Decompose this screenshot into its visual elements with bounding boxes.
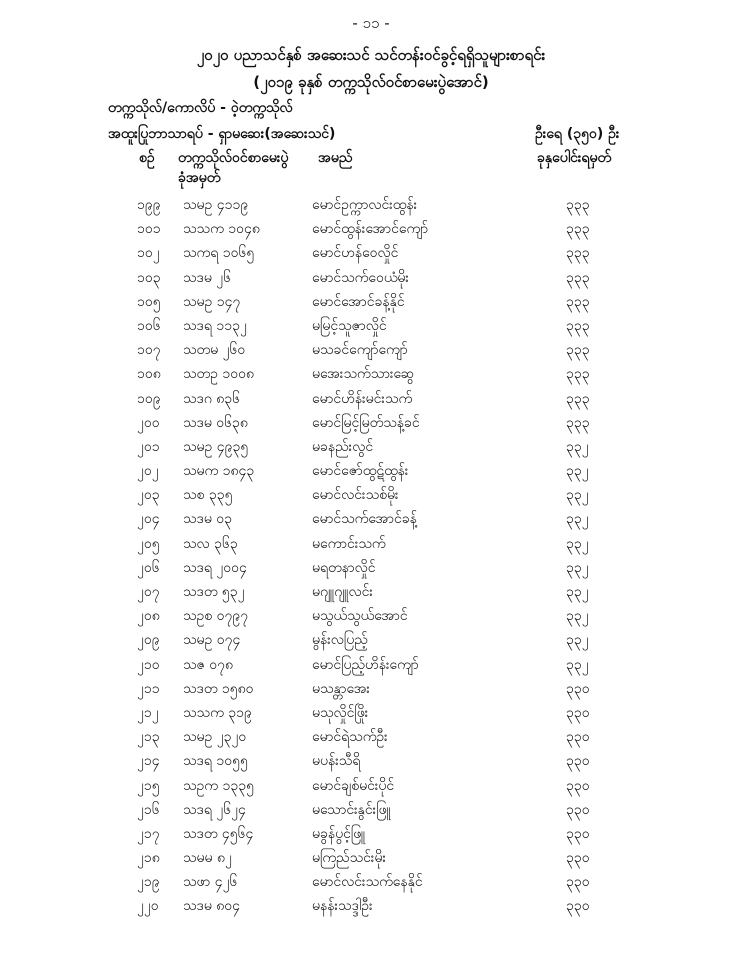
row-number: ၁၀၂ [137,245,160,262]
roll-number: သမမ ၈၂ [183,850,232,867]
student-name: မဂျူဂျူလင်း [312,584,373,600]
roll-number: သဒတ ၄၅၆၄ [183,825,254,842]
roll-number: သမဥ ၀၇၄ [183,632,241,649]
row-number: ၂၀၃ [137,487,160,504]
student-name: မနန်းသဒ္ဒါဦး [312,898,373,915]
roll-number: သဒမ ၂၆ [183,269,232,286]
table-row [0,435,742,459]
row-number: ၂၁၁ [137,680,160,697]
table-row [0,653,742,677]
row-number: ၂၀၇ [137,584,160,600]
student-name: မသွယ်သွယ်အောင် [312,608,408,625]
row-number: ၂၀၄ [137,511,160,528]
roll-number: သဒမ ၀၆၃၈ [183,414,248,431]
table-row [0,580,742,604]
roll-number: သကရ ၁၀၆၅ [183,245,255,262]
header-no: စဉ် [139,150,155,166]
table-row [0,193,742,217]
row-number: ၂၀၆ [137,559,160,576]
roll-number: သစ ၃၃၅ [183,487,233,504]
row-number: ၂၁၇ [137,825,160,842]
student-name: မသုလှိုင်ဖြိုး [312,704,369,721]
row-number: ၂၀၉ [137,632,160,649]
roll-number: သဒဂ ၈၃၆ [183,390,241,407]
total-mark: ၃၃၂ [566,535,589,552]
table-row [0,628,742,652]
table-row [0,846,742,870]
header-roll: တက္ကသိုလ်ဝင်စာမေးပွဲ [178,150,289,166]
total-mark: ၃၃၀ [566,874,590,891]
roll-number: သဒရ ၂၆၂၄ [183,801,246,818]
row-number: ၁၀၆ [137,317,161,334]
quota-label: ဦးရေ (၃၅၀) ဦး [535,126,620,142]
row-number: ၂၀၂ [137,463,159,480]
table-row [0,725,742,749]
table-row [0,556,742,580]
table-row [0,387,742,411]
roll-number: သလ ၃၆၃ [183,535,238,552]
row-number: ၁၀၈ [137,366,161,383]
total-mark: ၃၃၀ [566,850,590,867]
roll-number: သဇ ၀၇၈ [183,656,234,673]
total-mark: ၃၃၂ [566,608,589,625]
results-table [0,193,742,919]
total-mark: ၃၃၀ [566,729,590,746]
table-row [0,483,742,507]
roll-number: သဖာ ၄၂၆ [183,874,238,891]
roll-number: သသက ၃၁၉ [183,704,252,721]
table-row [0,774,742,798]
roll-number: သမက ၁၈၄၃ [183,463,255,480]
table-row [0,870,742,894]
student-name: မွန်းလပြည့် [312,632,368,649]
row-number: ၂၁၂ [137,704,159,721]
student-name: မောင်မြင့်မြတ်သန့်ခင် [312,414,420,431]
row-number: ၂၀၀ [137,414,160,431]
row-number: ၁၀၅ [137,293,161,310]
student-name: မသန္တာအေး [312,680,370,697]
row-number: ၂၁၀ [137,656,160,673]
total-mark: ၃၃၂ [566,584,589,600]
row-number: ၂၁၉ [137,874,160,891]
table-row [0,241,742,265]
table-row [0,338,742,362]
table-row [0,217,742,241]
row-number: ၁၀၃ [137,269,161,286]
row-number: ၂၁၄ [137,753,160,770]
roll-number: သမဥ ၄၉၃၅ [183,438,249,455]
table-row [0,677,742,701]
roll-number: သမဥ ၄၁၁၉ [183,197,249,213]
student-name: မောင်သက်ဝေယံမိုး [312,269,409,286]
total-mark: ၃၃၀ [566,704,590,721]
table-row [0,507,742,531]
student-name: မပန်းသီရိ [312,753,361,770]
header-name: အမည် [318,150,353,166]
row-number: ၂၀၈ [137,608,160,625]
roll-number: သဥစ ၀၇၉၇ [183,608,249,625]
total-mark: ၃၃၀ [566,825,590,842]
header-mark: ခုနှပေါင်းရမှတ် [537,150,612,166]
student-name: မောင်ဥက္ကာလင်းထွန်း [312,197,418,213]
university-label: တက္ကသိုလ်/ကောလိပ် - ဝဲ့တက္ကသိုလ် [108,100,293,116]
roll-number: သတဥ ၁၀၀၈ [183,366,255,383]
table-row [0,894,742,918]
table-row [0,459,742,483]
total-mark: ၃၃၃ [566,390,590,407]
row-number: ၂၁၅ [137,777,160,794]
roll-number: သဥက ၁၃၃၅ [183,777,254,794]
total-mark: ၃၃၂ [566,438,589,455]
student-name: မကောင်းသက် [312,535,386,552]
total-mark: ၃၃၃ [566,245,590,262]
table-row [0,532,742,556]
roll-number: သတမ ၂၆၀ [183,342,246,359]
total-mark: ၃၃၂ [566,463,589,480]
student-name: မောင်ရဲသက်ဦး [312,729,388,746]
page-number: - ၁၁ - [352,14,390,32]
table-row [0,290,742,314]
student-name: မောင်လင်းသစ်မိုး [312,487,399,504]
total-mark: ၃၃၂ [566,632,589,649]
row-number: ၂၀၅ [137,535,160,552]
roll-number: သဒရ ၁၀၅၅ [183,753,248,770]
roll-number: သဒမ ၈၀၄ [183,898,241,915]
document-subtitle: (၂၀၁၉ ခုနှစ် တက္ကသိုလ်ဝင်စာမေးပွဲအောင်) [253,73,489,91]
table-row [0,266,742,290]
roll-number: သမဥ ၁၄၇ [183,293,241,310]
roll-number: သဒတ ၅၃၂ [183,584,245,600]
student-name: မောင်ထွန်းအောင်ကျော် [312,221,429,238]
row-number: ၂၁၃ [137,729,160,746]
student-name: မောင်ဟန်ဝေလှိုင် [312,245,399,262]
roll-number: သသက ၁၀၄၈ [183,221,260,238]
row-number: ၂၁၈ [137,850,160,867]
total-mark: ၃၃၂ [566,511,589,528]
row-number: ၁၀၁ [137,221,161,238]
total-mark: ၃၃၀ [566,801,590,818]
roll-number: သဒရ ၁၁၃၂ [183,317,247,334]
student-name: မခနည်းလွင် [312,438,374,455]
student-name: မောင်ပြည့်ဟိန်းကျော် [312,656,419,673]
student-name: မအေးသက်သားဆွေ [312,366,415,383]
roll-number: သဒမ ၀၃ [183,511,233,528]
row-number: ၂၀၁ [137,438,160,455]
row-number: ၂၂၀ [137,898,159,915]
student-name: မခွန်ပွင့်ဖြူ [312,825,366,842]
total-mark: ၃၃၃ [566,366,590,383]
student-name: မောင်လင်းသက်နေနိုင် [312,874,423,891]
total-mark: ၃၃၃ [566,317,590,334]
total-mark: ၃၃၃ [566,221,590,238]
table-row [0,822,742,846]
row-number: ၁၉၉ [137,197,161,213]
table-row [0,411,742,435]
student-name: မရတနာလှိုင် [312,559,376,576]
student-name: မသောင်းနွင်းဖြူ [312,801,391,818]
student-name: မောင်အောင်ခန့်နိုင် [312,293,405,310]
student-name: မမြင့်သူဇာလှိုင် [312,317,387,334]
roll-number: သဒရ ၂၀၀၄ [183,559,247,576]
table-row [0,604,742,628]
table-row [0,798,742,822]
row-number: ၁၀၇ [137,342,161,359]
total-mark: ၃၃၂ [566,656,589,673]
total-mark: ၃၃၀ [566,777,590,794]
total-mark: ၃၃၀ [566,898,590,915]
roll-number: သဒတ ၁၅၈၀ [183,680,254,697]
total-mark: ၃၃၂ [566,487,589,504]
total-mark: ၃၃၂ [566,559,589,576]
student-name: မောင်ဟိန်းမင်းသက် [312,390,413,407]
total-mark: ၃၃၃ [566,414,590,431]
total-mark: ၃၃၀ [566,753,590,770]
student-name: မောင်ဇော်ထွဋ်ထွန်း [312,463,409,480]
student-name: မကြည်သင်းမိုး [312,850,386,867]
row-number: ၁၀၉ [137,390,161,407]
table-row [0,362,742,386]
total-mark: ၃၃၃ [566,197,590,213]
student-name: မောင်ချစ်မင်းပိုင် [312,777,395,794]
table-row [0,701,742,725]
total-mark: ၃၃၃ [566,342,590,359]
specialization-label: အထူးပြုဘာသာရပ် - ရှာမဆေး(အဆေးသင်) [108,126,336,142]
student-name: မသခင်ကျော်ကျော် [312,342,408,359]
row-number: ၂၁၆ [137,801,160,818]
table-row [0,314,742,338]
total-mark: ၃၃၀ [566,680,590,697]
roll-number: သမဥ ၂၃၂၀ [183,729,247,746]
header-roll-line2: ခုံအမှတ် [178,170,221,186]
total-mark: ၃၃၃ [566,293,590,310]
student-name: မောင်သက်အောင်ခန့် [312,511,417,528]
document-title: ၂၀၂၀ ပညာသင်နှစ် အဆေးသင် သင်တန်းဝင်ခွင့်ရရှိသူများစာရင်း [196,46,546,64]
total-mark: ၃၃၃ [566,269,590,286]
table-row [0,749,742,773]
